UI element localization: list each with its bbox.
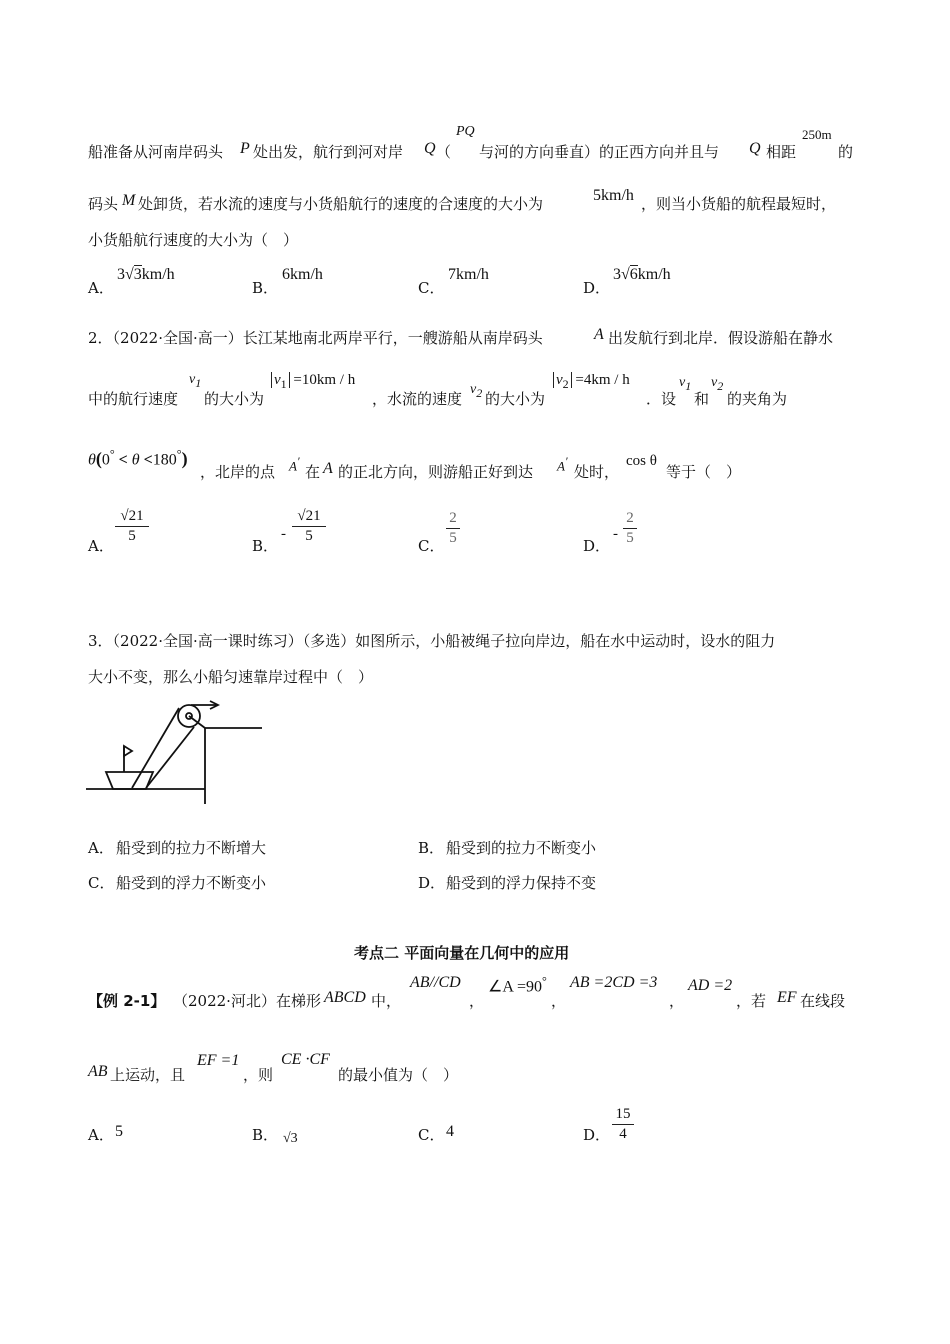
ex21-dot-product: CE ·CF (281, 1051, 330, 1068)
option-label: C． (418, 1126, 445, 1144)
ex21-line2-c: 的最小值为（ ） (338, 1066, 459, 1084)
q2-A-prime: A′ (289, 454, 300, 474)
ex21-comma-2: ， (551, 992, 567, 1010)
option-sign: - (613, 526, 618, 542)
q2-A-prime-2: A′ (557, 454, 568, 474)
q2-line3-d: 处时， (574, 463, 620, 481)
option-label: D． (418, 874, 446, 892)
ex21-comma-3: ， (669, 992, 685, 1010)
q2-line3-b: 在 (305, 463, 321, 481)
q1-text-b: 处出发，航行到河对岸 (253, 143, 404, 161)
q2-line2-d: 的大小为 (485, 390, 546, 408)
q1-line2-b: 处卸货，若水流的速度与小货船航行的速度的合速度的大小为 (138, 195, 544, 213)
q1-speed: 5km/h (593, 187, 634, 204)
shore-bank (205, 728, 262, 804)
q2-line2-c: ，水流的速度 (372, 390, 463, 408)
q1-point-P: P (240, 140, 250, 157)
option-label: A． (88, 1126, 114, 1144)
section-heading: 考点二 平面向量在几何中的应用 (354, 944, 570, 962)
option-text: 船受到的浮力保持不变 (446, 874, 597, 892)
ex21-ABCD: ABCD (324, 989, 366, 1006)
q1-point-Q2: Q (749, 140, 761, 157)
q2-line2-f: 的夹角为 (727, 390, 788, 408)
ex21-comma-1: ， (469, 992, 485, 1010)
option-value: 7km/h (448, 266, 489, 283)
q2-line2-b: 的大小为 (204, 390, 265, 408)
q3-line1: 3．（2022·全国·高一课时练习）（多选）如图所示，小船被绳子拉向岸边，船在水中运动时，设水的阻力 (88, 632, 776, 650)
q2-abs-v2: $v_2 =4km / h$ (553, 372, 630, 392)
q2-line3-a: ，北岸的点 (200, 463, 276, 481)
option-value: 4 (446, 1123, 454, 1140)
option-text: 船受到的拉力不断变小 (446, 839, 597, 857)
option-fraction: 15 4 (612, 1106, 634, 1143)
rope-upper (146, 727, 194, 788)
ex21-AB: AB (88, 1063, 108, 1080)
q1-line2-a: 码头 (88, 195, 119, 213)
q2-v1-b: $v_1$ (679, 375, 692, 393)
option-label: D． (583, 537, 611, 555)
ex21-EF: EF (777, 989, 797, 1006)
q2-v2-symbol: $v_2$ (470, 382, 483, 400)
q2-line2-e: ．设 (646, 390, 677, 408)
option-label: D． (583, 279, 611, 297)
option-value: 3√6km/h (613, 266, 671, 283)
option-label: B． (252, 537, 279, 555)
q2-theta-range: θ(0° < θ <180°) (88, 447, 188, 469)
q1-line3: 小货船航行速度的大小为（ ） (88, 231, 299, 249)
ex21-text-a: （2022·河北）在梯形 (173, 992, 321, 1010)
ex21-cond-EF: EF =1 (197, 1052, 240, 1069)
option-sign: - (281, 526, 286, 542)
ex21-cond-AD: AD =2 (688, 977, 733, 994)
option-fraction: √21 5 (115, 508, 149, 545)
q2-point-A: A (594, 326, 604, 343)
option-label: C． (418, 279, 445, 297)
q2-v2-b: $v_2$ (711, 375, 724, 393)
option-label: B． (252, 1126, 279, 1144)
ex21-cond-parallel: AB//CD (410, 974, 461, 991)
q2-line3-c: 的正北方向，则游船正好到达 (338, 463, 534, 481)
option-label: C． (418, 537, 445, 555)
ex21-line2-b: ，则 (243, 1066, 274, 1084)
ex21-text-d: 在线段 (800, 992, 846, 1010)
q2-and: 和 (694, 390, 710, 408)
q2-line3-e: 等于（ ） (666, 463, 742, 481)
option-fraction: 2 5 (446, 510, 460, 547)
q2-cos-theta: cos θ (626, 453, 657, 469)
boat-flag (124, 746, 132, 756)
ex21-cond-length: AB =2CD =3 (570, 974, 658, 991)
ex21-text-c: ，若 (736, 992, 767, 1010)
option-label: D． (583, 1126, 611, 1144)
ex21-text-b: 中， (371, 992, 402, 1010)
option-label: B． (418, 839, 445, 857)
option-fraction: √21 5 (292, 508, 326, 545)
q2-point-A2: A (323, 460, 333, 477)
option-value: 3√3km/h (117, 266, 175, 283)
option-label: C． (88, 874, 115, 892)
q1-text-d: 相距 (766, 143, 797, 161)
q1-point-Q: Q (424, 140, 436, 157)
q1-line2-c: ，则当小货船的航程最短时， (641, 195, 837, 213)
q3-line2: 大小不变，那么小船匀速靠岸过程中（ ） (88, 668, 374, 686)
q1-point-M: M (122, 192, 136, 209)
option-value: 6km/h (282, 266, 323, 283)
option-label: A． (88, 537, 114, 555)
option-label: A． (88, 839, 114, 857)
option-text: 船受到的拉力不断增大 (116, 839, 267, 857)
q2-text-b: 出发航行到北岸．假设游船在静水 (608, 329, 834, 347)
boat-pulley-diagram (84, 696, 266, 808)
option-fraction: 2 5 (623, 510, 637, 547)
ex21-tag: 【例 2-1】 (88, 992, 166, 1010)
q2-line2-a: 中的航行速度 (88, 390, 179, 408)
option-text: 船受到的浮力不断变小 (116, 874, 267, 892)
q2-v1-symbol: $v_1$ (189, 372, 202, 390)
q1-distance: 250m (802, 127, 832, 142)
option-value: 5 (115, 1123, 123, 1140)
q2-text: 2．（2022·全国·高一）长江某地南北两岸平行，一艘游船从南岸码头 (88, 329, 543, 347)
option-value: √3 (283, 1131, 298, 1146)
ex21-cond-angle: ∠A =90° (488, 974, 547, 996)
q1-paren-open: （ (436, 143, 452, 161)
boat-hull (106, 772, 153, 789)
q1-vector-PQ: PQ (456, 124, 475, 139)
q1-text-a: 船准备从河南岸码头 (88, 143, 224, 161)
option-label: B． (252, 279, 279, 297)
q1-text-c: 与河的方向垂直）的正西方向并且与 (479, 143, 720, 161)
option-label: A． (88, 279, 114, 297)
q1-text-e: 的 (838, 143, 854, 161)
q2-abs-v1: $v_1 =10km / h$ (271, 372, 355, 392)
ex21-line2-a: 上运动，且 (110, 1066, 186, 1084)
